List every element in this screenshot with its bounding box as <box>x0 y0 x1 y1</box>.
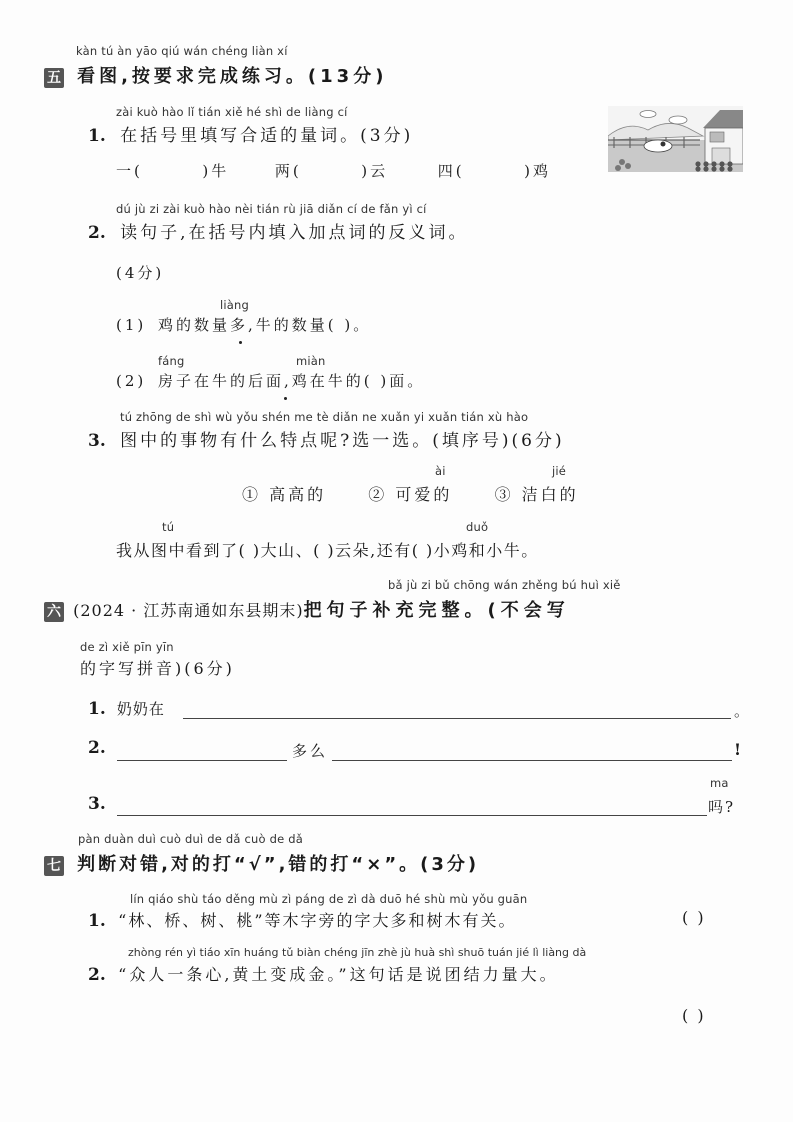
q2-s2-text[interactable]: 房子在牛的后面,鸡在牛的( )面。 <box>158 372 426 390</box>
q1-items <box>116 160 551 181</box>
section6-pinyin2: de zì xiě pīn yīn <box>80 640 174 654</box>
q3-text: 图中的事物有什么特点呢?选一选。(填序号)(6分) <box>120 431 565 451</box>
section6-title: 把句子补充完整。(不会写 <box>303 600 570 621</box>
q3-sentence[interactable]: 我从图中看到了( )大山、( )云朵,还有( )小鸡和小牛。 <box>116 541 539 560</box>
q3-option-1: ① 高高的 <box>242 485 327 504</box>
q1-item-close-3: )鸡 <box>524 162 551 180</box>
q2-score: (4分) <box>116 264 165 282</box>
q2-s2-label: (2) <box>116 372 147 390</box>
q3-pinyin-jie: jié <box>552 464 567 478</box>
section5-badge: 五 <box>44 68 64 88</box>
emphasis-dot <box>239 341 242 344</box>
s7-q1-answer[interactable]: ( ) <box>682 908 706 927</box>
s7-q2-text: “众人一条心,黄土变成金。”这句话是说团结力量大。 <box>118 965 559 984</box>
q3-number: 3. <box>88 431 106 451</box>
q1-pinyin: zài kuò hào lǐ tián xiě hé shì de liàng cí <box>116 105 348 119</box>
q2-pinyin: dú jù zi zài kuò hào nèi tián rù jiā diǎn cí de fǎn yì cí <box>116 202 427 216</box>
q1-item-close-2: )云 <box>361 162 389 180</box>
q2-number: 2. <box>88 223 106 243</box>
s6-item3-number: 3. <box>88 794 106 814</box>
section7-title: 判断对错,对的打“√”,错的打“×”。(3分) <box>77 854 480 875</box>
section7-pinyin: pàn duàn duì cuò duì de dǎ cuò de dǎ <box>78 832 303 846</box>
q2-s1-label: (1) <box>116 316 147 334</box>
q2-s2-pinyin-mian: miàn <box>296 354 326 368</box>
q1-number: 1. <box>88 126 106 146</box>
emphasis-dot <box>284 397 287 400</box>
s7-q2-number: 2. <box>88 965 106 985</box>
q3-option-3: ③ 洁白的 <box>494 485 579 504</box>
q2-s1-pinyin: liàng <box>220 298 250 312</box>
section5-pinyin: kàn tú àn yāo qiú wán chéng liàn xí <box>76 44 288 58</box>
s6-item1-number: 1. <box>88 699 106 719</box>
q1-item-open-3: 四( <box>437 162 465 180</box>
q1-text: 在括号里填写合适的量词。(3分) <box>120 126 414 146</box>
s6-item3-pinyin: ma <box>710 776 729 790</box>
s7-q1-number: 1. <box>88 911 106 931</box>
s6-item2-blank-1[interactable] <box>117 760 287 761</box>
s7-q1-pinyin: lín qiáo shù táo děng mù zì páng de zì dà duō hé shù mù yǒu guān <box>130 892 528 906</box>
s6-item3-suffix: 吗? <box>708 798 736 816</box>
q1-item-close-1: )牛 <box>202 162 230 180</box>
s6-item1-prefix: 奶奶在 <box>116 700 165 718</box>
q3-pinyin: tú zhōng de shì wù yǒu shén me tè diǎn ne xuǎn yi xuǎn tián xù hào <box>120 410 529 424</box>
q3-options <box>242 482 579 505</box>
s6-item2-suffix: ! <box>734 740 745 759</box>
section5-title: 看图,按要求完成练习。(13分) <box>77 66 388 87</box>
s6-item2-blank-2[interactable] <box>332 760 732 761</box>
section6-pinyin: bǎ jù zi bǔ chōng wán zhěng bú huì xiě <box>388 578 621 592</box>
section6-title2: 的字写拼音)(6分) <box>80 659 235 678</box>
q3-pinyin-ai: ài <box>435 464 446 478</box>
s6-item1-blank[interactable] <box>183 718 731 719</box>
q3-pinyin-duo: duǒ <box>466 520 489 534</box>
q2-s2-pinyin-fang: fáng <box>158 354 185 368</box>
q1-item-open-2: 两( <box>274 162 302 180</box>
q1-item-open-1: 一( <box>116 162 143 180</box>
section6-source: (2024 · 江苏南通如东县期末) <box>73 601 304 620</box>
farm-scene-illustration-icon <box>608 106 743 172</box>
section7-header <box>44 850 479 876</box>
section6-badge: 六 <box>44 602 64 622</box>
s6-item1-suffix: 。 <box>734 702 753 720</box>
s6-item2-number: 2. <box>88 738 106 758</box>
s7-q1-text: “林、桥、树、桃”等木字旁的字大多和树木有关。 <box>118 911 517 930</box>
s6-item3-blank[interactable] <box>117 815 707 816</box>
s7-q2-answer[interactable]: ( ) <box>682 1006 706 1025</box>
q2-s1-text[interactable]: 鸡的数量多,牛的数量( )。 <box>158 316 372 334</box>
section7-badge: 七 <box>44 856 64 876</box>
s7-q2-pinyin: zhòng rén yì tiáo xīn huáng tǔ biàn chéng jīn zhè jù huà shì shuō tuán jié lì liàng dà <box>128 946 587 959</box>
section5-header <box>44 62 387 88</box>
q3-pinyin-tu: tú <box>162 520 175 534</box>
s6-item2-middle: 多么 <box>292 742 329 760</box>
q3-option-2: ② 可爱的 <box>368 485 453 504</box>
section6-header <box>44 596 570 622</box>
q2-text: 读句子,在括号内填入加点词的反义词。 <box>120 223 469 243</box>
